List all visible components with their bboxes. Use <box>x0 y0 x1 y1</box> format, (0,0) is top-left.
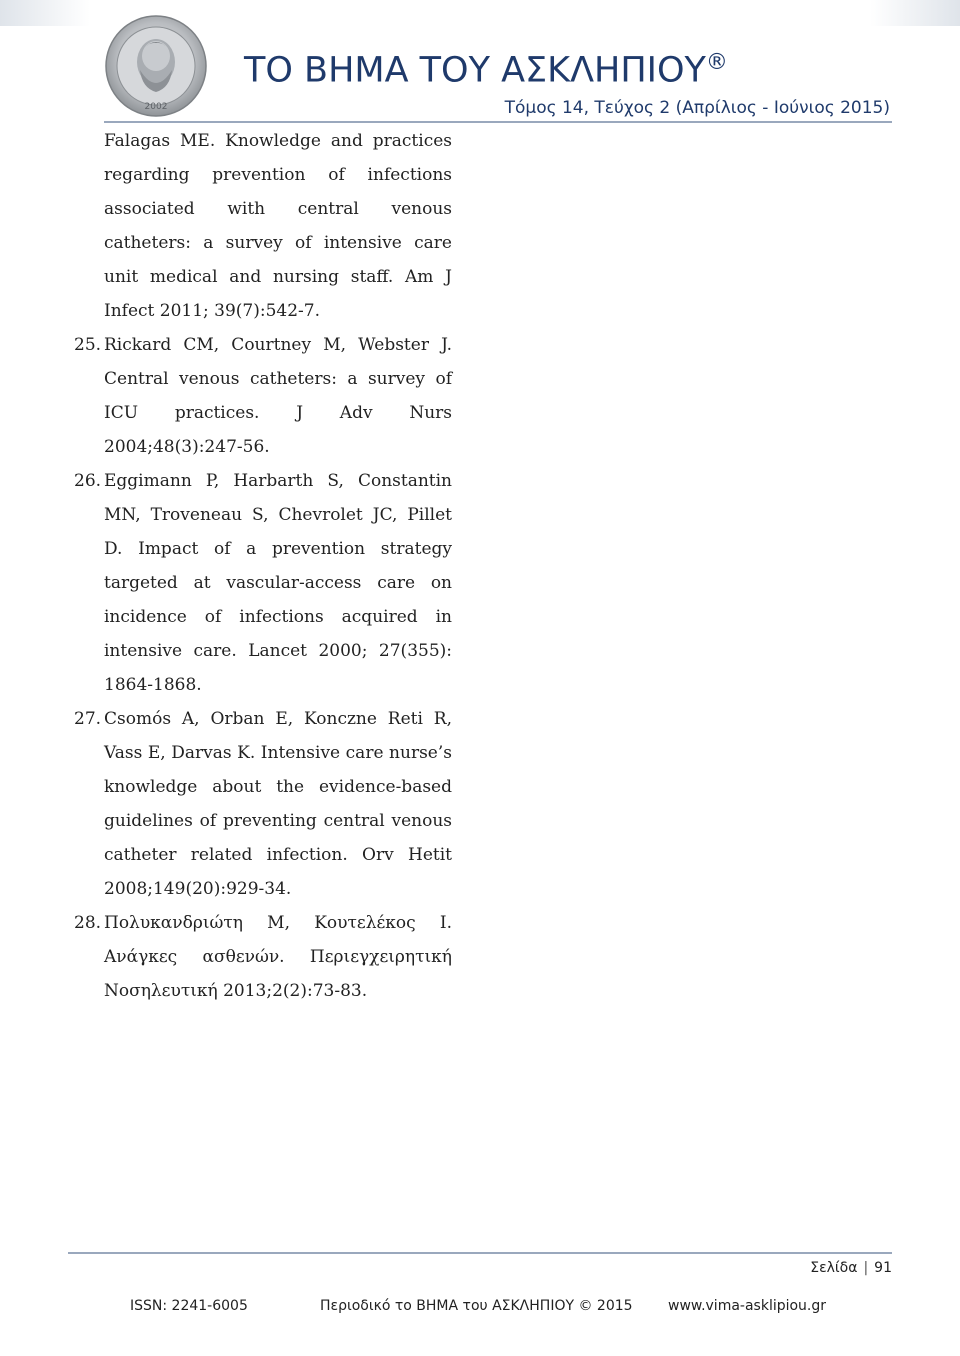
reference-text: Csomós A, Orban E, Konczne Reti R, Vass E, Darvas K. Intensive care nurse’s knowledge about the evidence-based guidelines of preventing central venous catheter related infection. Orv Hetit 2008;149(20):929-34. <box>104 709 452 899</box>
reference-item <box>74 464 452 702</box>
reference-continuation: Falagas ME. Knowledge and practices regarding prevention of infections associated with central venous catheters: a survey of intensive care unit medical and nursing staff. Am J Infect 2011; 39(7):542-7. <box>104 131 452 321</box>
reference-number: 25. <box>74 335 102 355</box>
footer-website[interactable]: www.vima-asklipiou.gr <box>668 1298 827 1314</box>
footer-journal: Περιοδικό το ΒΗΜΑ του ΑΣΚΛΗΠΙΟΥ © 2015 <box>320 1298 633 1314</box>
header-rule <box>104 121 892 123</box>
reference-number: 27. <box>74 709 102 729</box>
reference-number: 26. <box>74 471 102 491</box>
page-separator: | <box>863 1260 869 1276</box>
journal-title: ΤΟ ΒΗΜΑ ΤΟΥ ΑΣΚΛΗΠΙΟΥ® <box>244 50 728 91</box>
reference-item <box>74 906 452 1008</box>
logo-year: 2002 <box>144 102 168 112</box>
reference-text: Rickard CM, Courtney M, Webster J. Central venous catheters: a survey of ICU practices. J Adv Nurs 2004;48(3):247-56. <box>104 335 452 457</box>
registered-mark: ® <box>705 50 728 75</box>
page-number <box>810 1260 892 1276</box>
reference-number: 28. <box>74 913 102 933</box>
issue-info: Τόμος 14, Τεύχος 2 (Απρίλιος - Ιούνιος 2015) <box>504 98 890 118</box>
reference-text: Eggimann P, Harbarth S, Constantin MN, Troveneau S, Chevrolet JC, Pillet D. Impact of a prevention strategy targeted at vascular-access care on incidence of infections acquired in intensive care. Lancet 2000; 27(355): 1864-1868. <box>104 471 452 695</box>
corner-decoration-left <box>0 0 90 26</box>
journal-logo-seal <box>104 14 208 118</box>
footer-rule <box>68 1252 892 1254</box>
reference-list <box>74 124 452 1008</box>
corner-decoration-right <box>870 0 960 26</box>
reference-item <box>74 328 452 464</box>
page-number-value: 91 <box>874 1260 892 1276</box>
footer-issn: ISSN: 2241-6005 <box>130 1298 248 1314</box>
reference-text: Πολυκανδριώτη Μ, Κουτελέκος Ι. Ανάγκες ασθενών. Περιεγχειρητική Νοσηλευτική 2013;2(2):73-83. <box>104 913 452 1001</box>
reference-item <box>74 702 452 906</box>
page-label: Σελίδα <box>810 1260 858 1276</box>
